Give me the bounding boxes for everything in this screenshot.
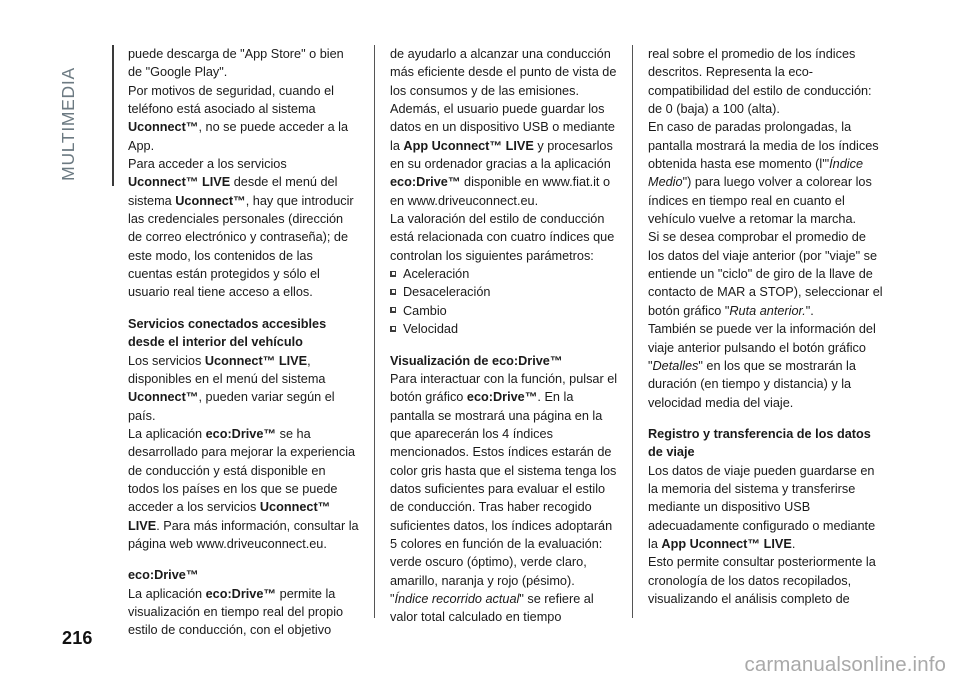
text-run: Por motivos de seguridad, cuando el teléfono está asociado al sistema [128,83,334,117]
text-run: ". [805,303,814,318]
emphasis-bold: Uconnect™ LIVE [204,353,308,368]
text-run: , disponibles en el menú del sistema [128,353,326,386]
section-subheading [128,566,360,584]
square-bullet-icon [390,307,396,313]
text-run: . En la pantalla se mostrará una página en la que aparecerán los 4 índices mencionados. Estos índices estarán de color gris hasta que el sistema tenga los datos suficientes para evaluar el estilo de conducción. Tras haber recogido suficientes datos, los índices adoptarán 5 colores en función de la evaluación: verde oscuro (óptimo), verde claro, amarillo, naranja y rojo (pésimo). [390,390,617,588]
body-paragraph [128,352,360,425]
emphasis-bold: eco:Drive™ [205,586,277,601]
text-run: . [791,536,796,551]
text-run: se ha desarrollado para mejorar la experiencia de conducción y está disponible en todos los países en los que se puede acceder a los servicios [128,426,356,515]
body-paragraph [648,118,884,228]
text-run: puede descarga de "App Store" o bien de "Google Play". [128,47,344,80]
text-run: Los servicios [128,353,205,368]
column-3 [648,45,884,608]
text-run: y procesarlos en su ordenador gracias a la aplicación [390,138,613,172]
body-paragraph [390,590,621,627]
list-item [390,320,621,338]
emphasis-bold: eco:Drive™ [205,426,277,441]
text-run: " se refiere al valor total calculado en tiempo [390,591,594,625]
emphasis-bold: App Uconnect™ LIVE [403,138,534,153]
list-item-label: Cambio [403,303,447,318]
emphasis-bold: eco:Drive™ [128,568,199,583]
text-run: En caso de paradas prolongadas, la pantalla mostrará la media de los índices obtenida hasta ese momento (l'" [648,120,879,172]
text-run: , pueden variar según el país. [128,390,335,423]
text-run: " en los que se mostrarán la duración (en tiempo y distancia) y la velocidad media del viaje. [648,358,856,410]
text-run: Esto permite consultar posteriormente la cronología de los datos recopilados, visualizando el análisis completo de [648,555,876,606]
chapter-tab-label: MULTIMEDIA [58,67,78,181]
text-run: disponible en www.fiat.it o en www.driveuconnect.eu. [390,175,611,208]
emphasis-bold: Registro y transferencia de los datos de viaje [648,426,871,460]
section-subheading [128,315,360,352]
text-run: " [390,591,395,606]
text-run: Además, el usuario puede guardar los datos en un dispositivo USB o mediante la [390,102,615,153]
emphasis-italic: Ruta anterior. [729,303,806,318]
body-paragraph [390,370,621,590]
list-item-label: Aceleración [403,267,470,282]
list-item [390,283,621,301]
emphasis-bold: Servicios conectados accesibles desde el interior del vehículo [128,316,327,350]
text-run: , no se puede acceder a la App. [128,120,349,153]
list-item-label: Velocidad [403,322,459,337]
text-run: real sobre el promedio de los índices descritos. Representa la eco-compatibilidad del estilo de conducción: de 0 (baja) a 100 (alta). [648,47,872,117]
text-run: Los datos de viaje pueden guardarse en la memoria del sistema y transferirse mediante un dispositivo USB adecuadamente configurado o mediante la [648,463,876,551]
body-paragraph [390,100,621,210]
text-run: de ayudarlo a alcanzar una conducción más eficiente desde el punto de vista de los consumos y de las emisiones. [390,47,617,98]
body-paragraph [128,155,360,302]
emphasis-bold: Uconnect™ LIVE [128,175,231,190]
text-run: La aplicación [128,586,206,601]
section-subheading [390,352,621,370]
body-paragraph [128,425,360,553]
emphasis-bold: eco:Drive™ [390,175,461,190]
text-run: , hay que introducir las credenciales personales (dirección de correo electrónico y contraseña); de este modo, los contenidos de las cuentas están protegidos y sólo el usuario real tiene acceso a ellos. [128,193,354,300]
parameter-list [390,265,621,338]
list-item-label: Desaceleración [403,285,491,300]
text-run: Para acceder a los servicios [128,157,287,172]
body-paragraph [648,228,884,320]
emphasis-bold: Uconnect™ LIVE [128,500,331,533]
emphasis-bold: App Uconnect™ LIVE [661,536,792,551]
list-item [390,265,621,283]
body-paragraph [648,553,884,608]
body-paragraph [128,82,360,155]
site-watermark: carmanualsonline.info [744,653,946,676]
body-paragraph [390,45,621,100]
column-1 [128,45,360,640]
text-run: Para interactuar con la función, pulsar el botón gráfico [390,371,618,405]
body-paragraph [648,320,884,412]
body-paragraph [128,585,360,640]
emphasis-bold: Uconnect™ [128,120,199,135]
text-run: Si se desea comprobar el promedio de los datos del viaje anterior (por "viaje" se entiende un "ciclo" de giro de la llave de contacto de MAR a STOP), seleccionar el botón gráfico " [648,230,883,318]
square-bullet-icon [390,271,396,277]
emphasis-bold: Visualización de eco:Drive™ [390,353,563,368]
emphasis-italic: Índice Medio [648,157,863,190]
text-run: La aplicación [128,426,206,441]
emphasis-bold: eco:Drive™ [466,390,538,405]
square-bullet-icon [390,289,396,295]
emphasis-italic: Índice recorrido actual [394,591,520,606]
section-subheading [648,425,884,462]
list-item [390,302,621,320]
column-2 [390,45,621,627]
text-run: La valoración del estilo de conducción está relacionada con cuatro índices que controlan los siguientes parámetros: [390,212,615,263]
text-run: . Para más información, consultar la página web www.driveuconnect.eu. [128,518,359,551]
body-paragraph [648,462,884,554]
text-run: ") para luego volver a colorear los índices en tiempo real en cuanto el vehículo vuelve a retomar la marcha. [648,175,872,227]
body-paragraph [648,45,884,118]
emphasis-bold: Uconnect™ [175,193,246,208]
emphasis-italic: Detalles [652,358,699,373]
emphasis-bold: Uconnect™ [128,390,199,405]
square-bullet-icon [390,326,396,332]
text-run: También se puede ver la información del viaje anterior pulsando el botón gráfico " [648,322,876,373]
page-number: 216 [62,628,93,648]
body-paragraph [128,45,360,82]
body-paragraph [390,210,621,265]
text-run: desde el menú del sistema [128,175,338,208]
text-run: permite la visualización en tiempo real del propio estilo de conducción, con el objetivo [128,586,344,638]
